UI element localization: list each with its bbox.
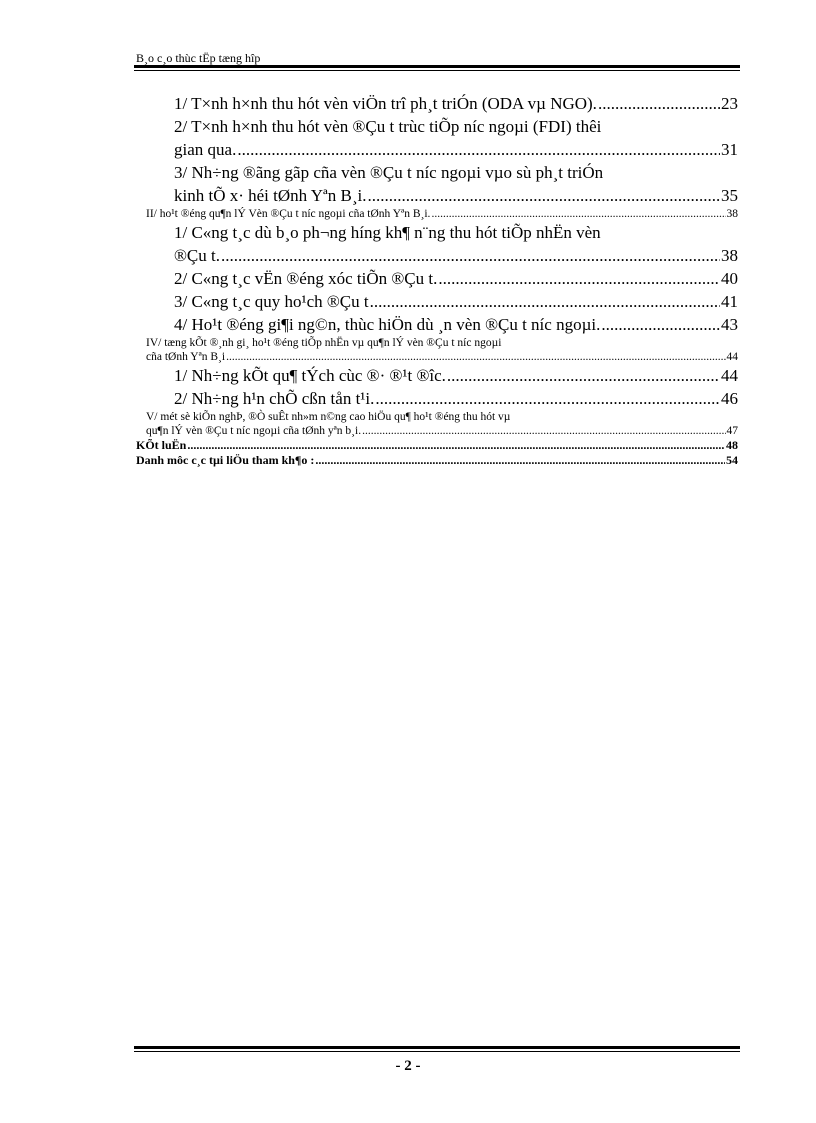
toc-entry-text: 4/ Ho¹t ®éng gi¶i ng©n, thùc hiÖn dù ¸n vèn ®Çu t níc ngoµi. <box>174 315 601 334</box>
toc-entry-text: 2/ T×nh h×nh thu hót vèn ®Çu t trùc tiÕp níc ngoµi (FDI) thêi <box>174 117 602 136</box>
toc-entry-text-cont: kinh tÕ x· héi tØnh Yªn B¸i. <box>174 186 367 205</box>
page-header-title: B¸o c¸o thùc tËp tæng hîp <box>136 51 261 65</box>
toc-leader-dots <box>226 350 725 364</box>
header-rule-thin <box>134 70 740 71</box>
toc-page-number: 31 <box>721 140 738 159</box>
toc-page-number: 41 <box>721 292 738 311</box>
toc-leader-dots <box>221 244 720 267</box>
toc-leader-dots <box>315 453 725 468</box>
toc-page-number: 43 <box>721 315 738 334</box>
toc-entry[interactable] <box>136 364 738 387</box>
toc-leader-dots <box>601 313 720 336</box>
toc-leader-dots <box>431 207 725 221</box>
toc-leader-dots <box>375 387 720 410</box>
toc-entry-text: 2/ C«ng t¸c vËn ®éng xóc tiÕn ®Çu t. <box>174 269 438 288</box>
table-of-contents <box>136 92 738 468</box>
toc-leader-dots <box>367 184 720 207</box>
toc-page-number: 40 <box>721 269 738 288</box>
toc-leader-dots <box>598 92 720 115</box>
toc-entry-text-cont: cña tØnh Yªn B¸i <box>146 351 226 363</box>
toc-entry-text: II/ ho¹t ®éng qu¶n lÝ Vèn ®Çu t níc ngoµi cña tØnh Yªn B¸i. <box>146 208 431 220</box>
toc-entry-text-cont: qu¶n lÝ vèn ®Çu t níc ngoµi cña tØnh yªn b¸i. <box>146 425 362 437</box>
toc-entry[interactable] <box>136 453 738 468</box>
toc-entry-text: KÕt luËn <box>136 438 187 452</box>
toc-page-number: 35 <box>721 186 738 205</box>
toc-entry[interactable] <box>136 387 738 410</box>
footer-rule <box>134 1046 740 1049</box>
toc-page-number: 44 <box>721 366 738 385</box>
footer-rule-thin <box>134 1051 740 1052</box>
toc-leader-dots <box>447 364 720 387</box>
toc-page-number: 44 <box>726 351 738 363</box>
toc-page-number: 23 <box>721 94 738 113</box>
toc-entry-text-cont: ®Çu t. <box>174 246 220 265</box>
toc-page-number: 46 <box>721 389 738 408</box>
toc-entry-text: V/ mét sè kiÕn nghÞ, ®Ò suÊt nh»m n©ng cao hiÖu qu¶ ho¹t ®éng thu hót vµ <box>146 411 511 423</box>
toc-page-number: 38 <box>726 208 738 220</box>
toc-entry[interactable] <box>136 410 738 438</box>
toc-entry[interactable] <box>136 221 738 267</box>
toc-page-number: 54 <box>726 453 738 467</box>
toc-entry-text: 3/ C«ng t¸c quy ho¹ch ®Çu t <box>174 292 369 311</box>
toc-entry-text: 2/ Nh÷ng h¹n chÕ cßn tån t¹i. <box>174 389 375 408</box>
toc-entry[interactable] <box>136 115 738 161</box>
toc-entry[interactable] <box>136 313 738 336</box>
toc-entry[interactable] <box>136 336 738 364</box>
toc-leader-dots <box>438 267 720 290</box>
toc-entry-text: IV/ tæng kÕt ®¸nh gi¸ ho¹t ®éng tiÕp nhËn vµ qu¶n lÝ vèn ®Çu t níc ngoµi <box>146 337 502 349</box>
toc-entry-text: 3/ Nh÷ng ®ãng gãp cña vèn ®Çu t níc ngoµi vµo sù ph¸t triÓn <box>174 163 604 182</box>
toc-entry[interactable] <box>136 290 738 313</box>
toc-entry-text: 1/ T×nh h×nh thu hót vèn viÖn trî ph¸t triÓn (ODA vµ NGO). <box>174 94 597 113</box>
toc-entry[interactable] <box>136 207 738 221</box>
toc-page-number: 47 <box>726 425 738 437</box>
toc-entry[interactable] <box>136 267 738 290</box>
page-number: - 2 - <box>395 1058 421 1074</box>
header-rule <box>134 65 740 68</box>
toc-entry-text-cont: gian qua. <box>174 140 237 159</box>
toc-entry[interactable] <box>136 92 738 115</box>
toc-page-number: 38 <box>721 246 738 265</box>
toc-leader-dots <box>370 290 720 313</box>
toc-entry-text: Danh môc c¸c tµi liÖu tham kh¶o : <box>136 453 315 467</box>
toc-page-number: 48 <box>726 438 738 452</box>
toc-entry[interactable] <box>136 438 738 453</box>
toc-entry-text: 1/ Nh÷ng kÕt qu¶ tÝch cùc ®· ®¹t ®îc. <box>174 366 446 385</box>
toc-leader-dots <box>187 438 725 453</box>
toc-entry-text: 1/ C«ng t¸c dù b¸o ph¬ng híng kh¶ n¨ng thu hót tiÕp nhËn vèn <box>174 223 601 242</box>
toc-entry[interactable] <box>136 161 738 207</box>
toc-leader-dots <box>362 424 725 438</box>
toc-leader-dots <box>237 138 720 161</box>
